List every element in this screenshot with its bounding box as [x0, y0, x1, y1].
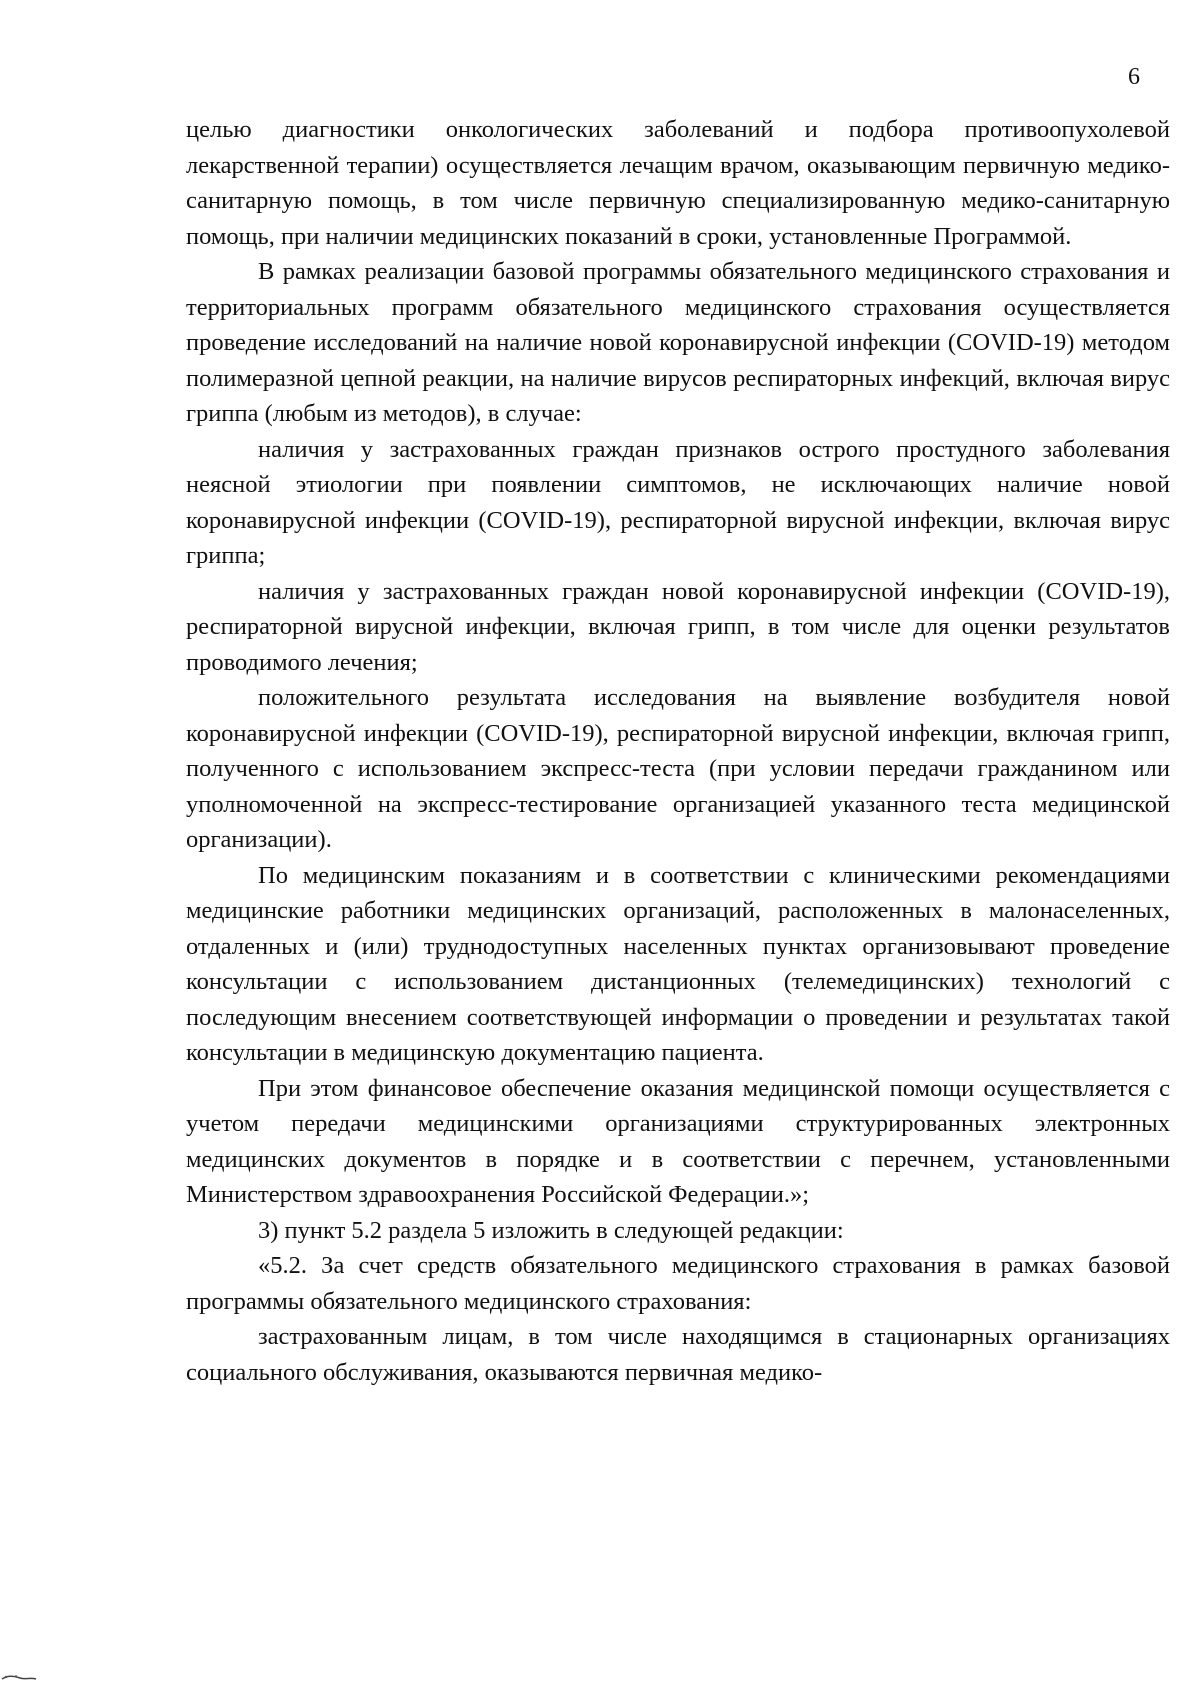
paragraph-7: При этом финансовое обеспечение оказания медицинской помощи осуществляется с учетом передачи медицинскими организациями структурированных электронных медицинских документов в порядке и в соответствии с перечнем, установленными Министерством здравоохранения Российской Федерации.»;	[186, 1074, 1170, 1208]
paragraph-3: наличия у застрахованных граждан признаков острого простудного заболевания неясной этиологии при появлении симптомов, не исключающих наличие новой коронавирусной инфекции (COVID-19), респираторной вирусной инфекции, включая вирус гриппа;	[186, 435, 1170, 569]
scan-artifact	[0, 1672, 40, 1682]
paragraph-5: положительного результата исследования на выявление возбудителя новой коронавирусной инфекции (COVID-19), респираторной вирусной инфекции, включая грипп, полученного с использованием экспресс-теста (при условии передачи гражданином или уполномоченной на экспресс-тестирование организацией указанного теста медицинской организации).	[186, 684, 1170, 853]
paragraph-10: застрахованным лицам, в том числе находящимся в стационарных организациях социального обслуживания, оказываются первичная медико-	[186, 1323, 1170, 1386]
page-number: 6	[1128, 64, 1140, 90]
paragraph-1: целью диагностики онкологических заболеваний и подбора противоопухолевой лекарственной терапии) осуществляется лечащим врачом, оказывающим первичную медико-санитарную помощь, в том числе первичную специализированную медико-санитарную помощь, при наличии медицинских показаний в сроки, установленные Программой.	[186, 116, 1170, 250]
paragraph-9: «5.2. За счет средств обязательного медицинского страхования в рамках базовой программы обязательного медицинского страхования:	[186, 1252, 1170, 1315]
paragraph-8: 3) пункт 5.2 раздела 5 изложить в следующей редакции:	[258, 1216, 844, 1244]
paragraph-2: В рамках реализации базовой программы обязательного медицинского страхования и территориальных программ обязательного медицинского страхования осуществляется проведение исследований на наличие новой коронавирусной инфекции (COVID-19) методом полимеразной цепной реакции, на наличие вирусов респираторных инфекций, включая вирус гриппа (любым из методов), в случае:	[186, 258, 1170, 427]
paragraph-6: По медицинским показаниям и в соответствии с клиническими рекомендациями медицинские работники медицинских организаций, расположенных в малонаселенных, отдаленных и (или) труднодоступных населенных пунктах организовывают проведение консультации с использованием дистанционных (телемедицинских) технологий с последующим внесением соответствующей информации о проведении и результатах такой консультации в медицинскую документацию пациента.	[186, 861, 1170, 1066]
document-body	[186, 112, 1170, 1390]
paragraph-4: наличия у застрахованных граждан новой коронавирусной инфекции (COVID-19), респираторной вирусной инфекции, включая грипп, в том числе для оценки результатов проводимого лечения;	[186, 577, 1170, 676]
